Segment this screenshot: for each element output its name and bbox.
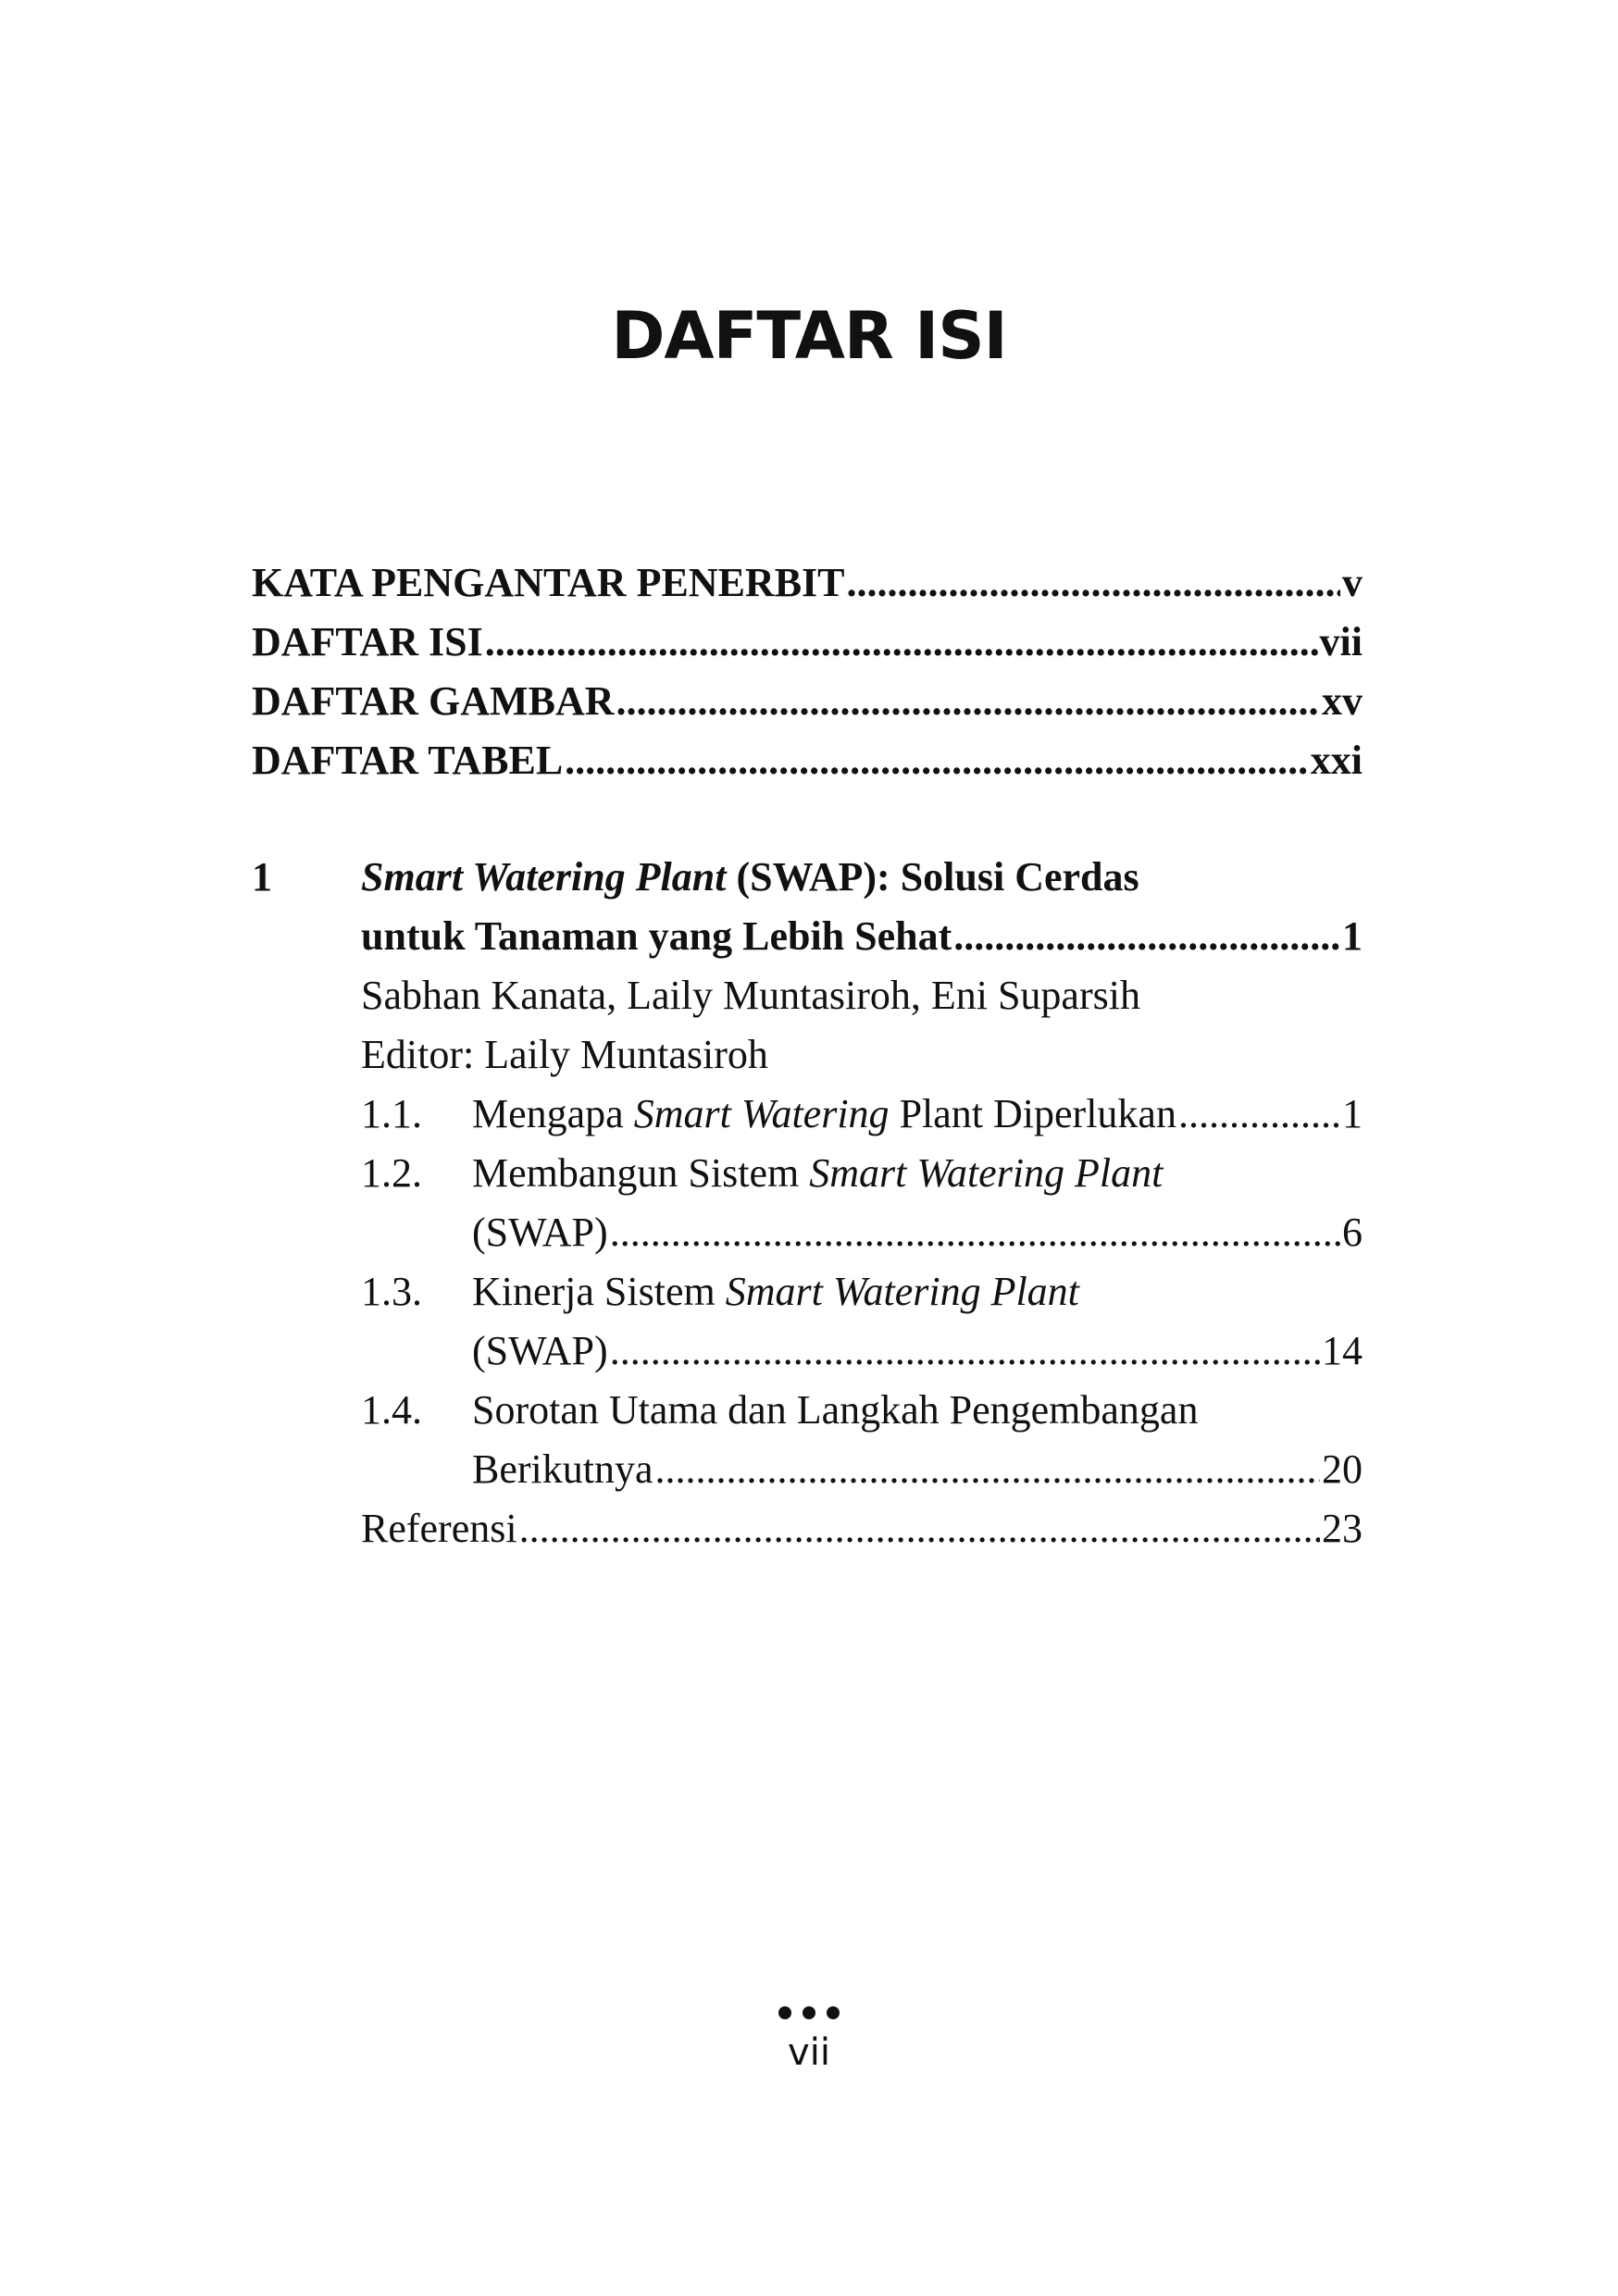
toc-entry-daftar-tabel[interactable] — [252, 733, 1363, 788]
toc-entry-page: 6 — [1342, 1210, 1363, 1255]
toc-entry-section-1-3[interactable] — [472, 1323, 1363, 1379]
toc-entry-page: 1 — [1342, 1091, 1363, 1136]
toc-entry-page: 20 — [1322, 1446, 1363, 1492]
section-title-italic: Smart Watering Plant — [809, 1150, 1164, 1196]
footer-ornament — [0, 2006, 1618, 2019]
toc-entry-label: DAFTAR GAMBAR — [252, 678, 615, 724]
toc-entry-page: xv — [1322, 678, 1363, 724]
section-title-part: Kinerja Sistem — [472, 1269, 726, 1314]
section-title-italic: Smart Watering — [633, 1091, 890, 1136]
toc-entry-daftar-gambar[interactable] — [252, 674, 1363, 729]
chapter-authors: Sabhan Kanata, Laily Muntasiroh, Eni Suparsih — [361, 973, 1140, 1018]
chapter-number: 1 — [252, 854, 272, 900]
toc-entry-label: DAFTAR ISI — [252, 619, 483, 664]
toc-entry-chapter-1[interactable] — [361, 909, 1363, 964]
section-title-line2: Berikutnya — [472, 1446, 653, 1492]
toc-entry-label: KATA PENGANTAR PENERBIT — [252, 560, 845, 605]
section-number: 1.1. — [361, 1091, 422, 1136]
chapter-title-line1[interactable] — [361, 850, 1139, 905]
section-title-part: Membangun Sistem — [472, 1150, 810, 1196]
toc-entry-page: v — [1342, 560, 1363, 605]
section-title-line1[interactable]: Sorotan Utama dan Langkah Pengembangan — [472, 1387, 1199, 1433]
page-title: DAFTAR ISI — [611, 298, 1007, 374]
toc-entry-page: vii — [1319, 619, 1363, 664]
page-number: vii — [788, 2031, 830, 2074]
toc-entry-section-1-1[interactable] — [472, 1086, 1363, 1142]
chapter-title-rest: (SWAP): Solusi Cerdas — [726, 854, 1139, 900]
toc-entry-section-1-2[interactable] — [472, 1205, 1363, 1260]
section-number: 1.3. — [361, 1269, 422, 1314]
section-title-part: Plant Diperlukan — [889, 1091, 1176, 1136]
toc-entry-section-1-4[interactable] — [472, 1442, 1363, 1497]
dot-leader — [847, 555, 1340, 611]
dot-leader — [610, 1205, 1340, 1260]
toc-entry-label: DAFTAR TABEL — [252, 738, 564, 783]
dot-leader — [565, 733, 1309, 788]
toc-entry-referensi[interactable] — [361, 1501, 1363, 1557]
dot-leader — [485, 614, 1318, 670]
chapter-editor: Editor: Laily Muntasiroh — [361, 1032, 768, 1077]
toc-entry-daftar-isi[interactable] — [252, 614, 1363, 670]
dot-leader — [616, 674, 1321, 729]
toc-entry-page: xxi — [1310, 738, 1363, 783]
ornament-dot — [778, 2006, 791, 2019]
toc-entry-kata-pengantar[interactable] — [252, 555, 1363, 611]
toc-entry-page: 1 — [1342, 913, 1363, 959]
section-number: 1.2. — [361, 1150, 422, 1196]
section-title — [472, 1086, 1176, 1142]
section-title-line2: (SWAP) — [472, 1210, 608, 1255]
section-title-part: Mengapa — [472, 1091, 634, 1136]
dot-leader — [519, 1501, 1320, 1557]
chapter-title-line2: untuk Tanaman yang Lebih Sehat — [361, 913, 952, 959]
toc-entry-page: 14 — [1322, 1328, 1363, 1373]
dot-leader — [1178, 1086, 1340, 1142]
section-title-line1[interactable] — [472, 1146, 1163, 1201]
ornament-dot — [803, 2006, 815, 2019]
toc-entry-page: 23 — [1322, 1506, 1363, 1551]
dot-leader — [655, 1442, 1320, 1497]
dot-leader — [610, 1323, 1320, 1379]
section-title-italic: Smart Watering Plant — [725, 1269, 1079, 1314]
section-title-line2: (SWAP) — [472, 1328, 608, 1373]
toc-entry-label: Referensi — [361, 1506, 517, 1551]
ornament-dot — [827, 2006, 840, 2019]
dot-leader — [953, 909, 1340, 964]
chapter-title-italic: Smart Watering Plant — [361, 854, 727, 900]
section-number: 1.4. — [361, 1387, 422, 1433]
section-title-line1[interactable] — [472, 1264, 1079, 1320]
